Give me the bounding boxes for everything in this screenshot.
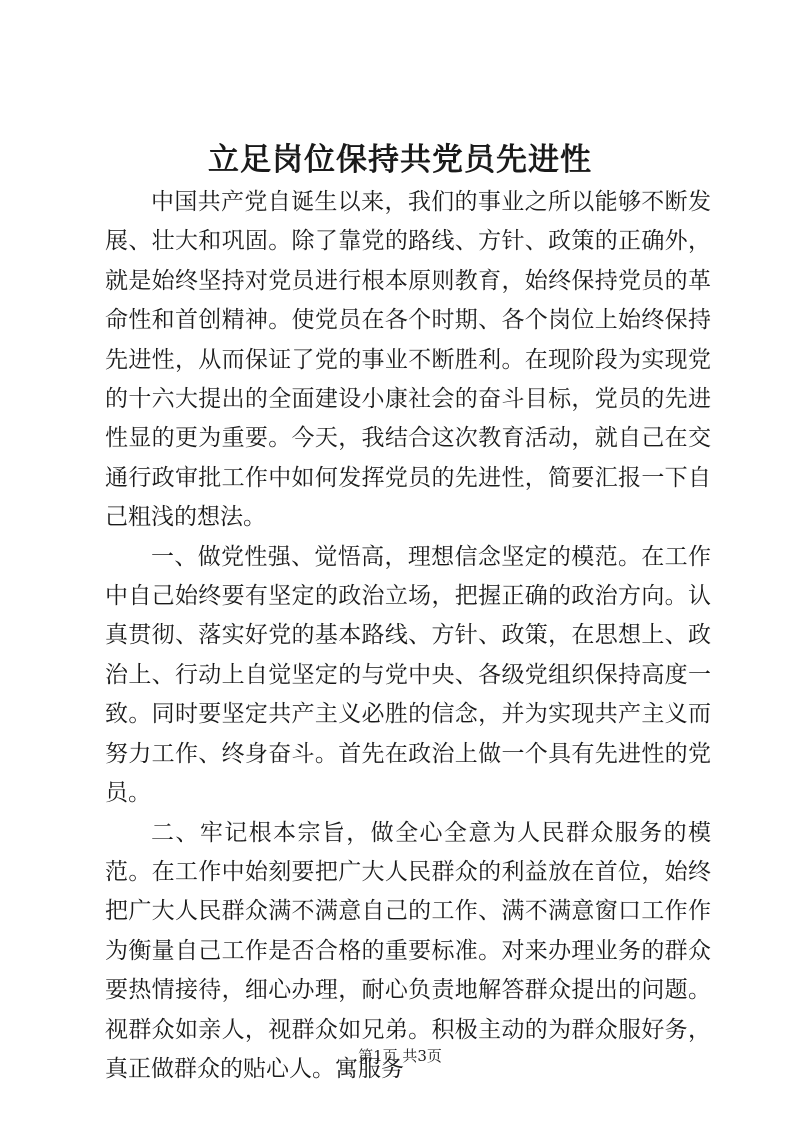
paragraph-intro: 中国共产党自诞生以来，我们的事业之所以能够不断发展、壮大和巩固。除了靠党的路线、方针、政策的正确外，就是始终坚持对党员进行根本原则教育，始终保持党员的革命性和首创精神。使党员在各个时期、各个岗位上始终保持先进性，从而保证了党的事业不断胜利。在现阶段为实现党的十六大提出的全面建设小康社会的奋斗目标，党员的先进性显的更为重要。今天，我结合这次教育活动，就自己在交通行政审批工作中如何发挥党员的先进性，简要汇报一下自己粗浅的想法。: [105, 189, 711, 531]
document-title: 立足岗位保持共党员先进性: [208, 142, 592, 178]
paragraph-section-two: 二、牢记根本宗旨，做全心全意为人民群众服务的模范。在工作中始刻要把广大人民群众的利益放在首位，始终把广大人民群众满不满意自己的工作、满不满意窗口工作作为衡量自己工作是否合格的重要标准。对来办理业务的群众要热情接待，细心办理，耐心负责地解答群众提出的问题。视群众如亲人，视群众如兄弟。积极主动的为群众服好务，真正做群众的贴心人。寓服务: [105, 819, 711, 1082]
document-body: [105, 183, 711, 1089]
paragraph-section-one: 一、做党性强、觉悟高，理想信念坚定的模范。在工作中自己始终要有坚定的政治立场，把握正确的政治方向。认真贯彻、落实好党的基本路线、方针、政策，在思想上、政治上、行动上自觉坚定的与党中央、各级党组织保持高度一致。同时要坚定共产主义必胜的信念，并为实现共产主义而努力工作、终身奋斗。首先在政治上做一个具有先进性的党员。: [105, 543, 711, 807]
page-number-footer: 第1页 共3页: [358, 1047, 442, 1065]
